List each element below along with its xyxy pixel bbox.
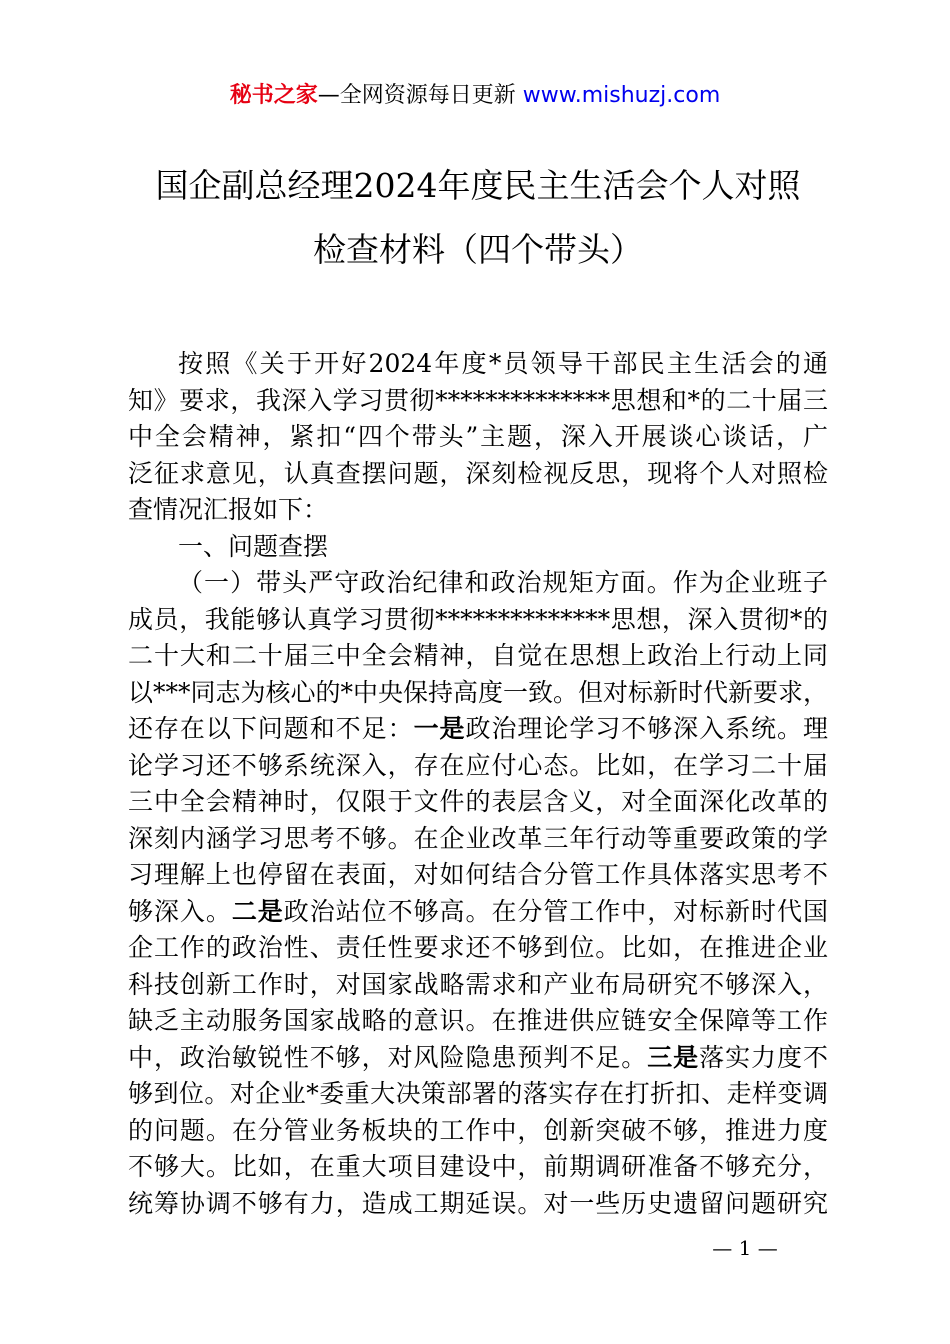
body-line: 缺乏主动服务国家战略的意识。在推进供应链安全保障等工作 — [128, 1006, 828, 1035]
body-line: （一）带头严守政治纪律和政治规矩方面。作为企业班子 — [178, 568, 828, 597]
body-line: 三中全会精神时，仅限于文件的表层含义，对全面深化改革的 — [128, 787, 828, 816]
site-brand: 秘书之家 — [229, 83, 318, 108]
document-body — [128, 346, 828, 1222]
body-line-text: 中，政治敏锐性不够，对风险隐患预判不足。 — [128, 1042, 648, 1072]
document-title-line-2: 检查材料（四个带头） — [313, 230, 643, 269]
site-header — [0, 80, 950, 112]
body-line-text: 政治理论学习不够深入系统。理 — [465, 714, 828, 743]
body-line: 泛征求意见，认真查摆问题，深刻检视反思，现将个人对照检 — [128, 458, 828, 488]
body-line-text: 落实力度不 — [699, 1042, 828, 1072]
body-line: 深刻内涵学习思考不够。在企业改革三年行动等重要政策的学 — [128, 823, 828, 853]
body-line: 知》要求，我深入学习贯彻**************思想和*的二十届三 — [128, 385, 828, 415]
body-line: 论学习还不够系统深入，存在应付心态。比如，在学习二十届 — [128, 750, 828, 780]
body-line: 查情况汇报如下： — [128, 495, 329, 524]
body-line-emphasis: 二是 — [231, 896, 284, 926]
body-line: 中全会精神，紧扣“四个带头”主题，深入开展谈心谈话，广 — [128, 422, 828, 451]
site-url-link[interactable]: www.mishuzj.com — [522, 83, 721, 108]
document-title-line-1: 国企副总经理2024年度民主生活会个人对照 — [155, 166, 801, 205]
body-line: 一、问题查摆 — [178, 531, 329, 561]
body-line: 的问题。在分管业务板块的工作中，创新突破不够，推进力度 — [128, 1115, 828, 1145]
body-line-emphasis: 三是 — [647, 1042, 700, 1072]
page-number: — 1 — — [712, 1236, 778, 1260]
body-line: 够到位。对企业*委重大决策部署的落实存在打折扣、走样变调 — [128, 1079, 828, 1108]
body-line: 按照《关于开好2024年度*员领导干部民主生活会的通 — [178, 349, 828, 378]
site-tagline: —全网资源每日更新 — [317, 83, 516, 108]
body-line: 科技创新工作时，对国家战略需求和产业布局研究不够深入， — [128, 969, 828, 999]
body-line — [128, 894, 828, 931]
body-line: 成员，我能够认真学习贯彻**************思想，深入贯彻*的 — [128, 604, 828, 634]
body-line-text: 够深入。 — [128, 896, 232, 926]
body-line-text: 政治站位不够高。在分管工作中，对标新时代国 — [283, 896, 828, 926]
body-line: 习理解上也停留在表面，对如何结合分管工作具体落实思考不 — [128, 860, 828, 889]
body-line — [128, 711, 828, 748]
body-line: 以***同志为核心的*中央保持高度一致。但对标新时代新要求， — [128, 677, 829, 707]
body-line: 不够大。比如，在重大项目建设中，前期调研准备不够充分， — [128, 1152, 828, 1181]
body-line: 二十大和二十届三中全会精神，自觉在思想上政治上行动上同 — [128, 641, 828, 670]
body-line: 统筹协调不够有力，造成工期延误。对一些历史遗留问题研究 — [128, 1188, 828, 1218]
body-line — [128, 1040, 828, 1077]
body-line-text: 还存在以下问题和不足： — [128, 714, 414, 743]
body-line: 企工作的政治性、责任性要求还不够到位。比如，在推进企业 — [128, 933, 828, 962]
body-line-emphasis: 一是 — [413, 714, 466, 743]
